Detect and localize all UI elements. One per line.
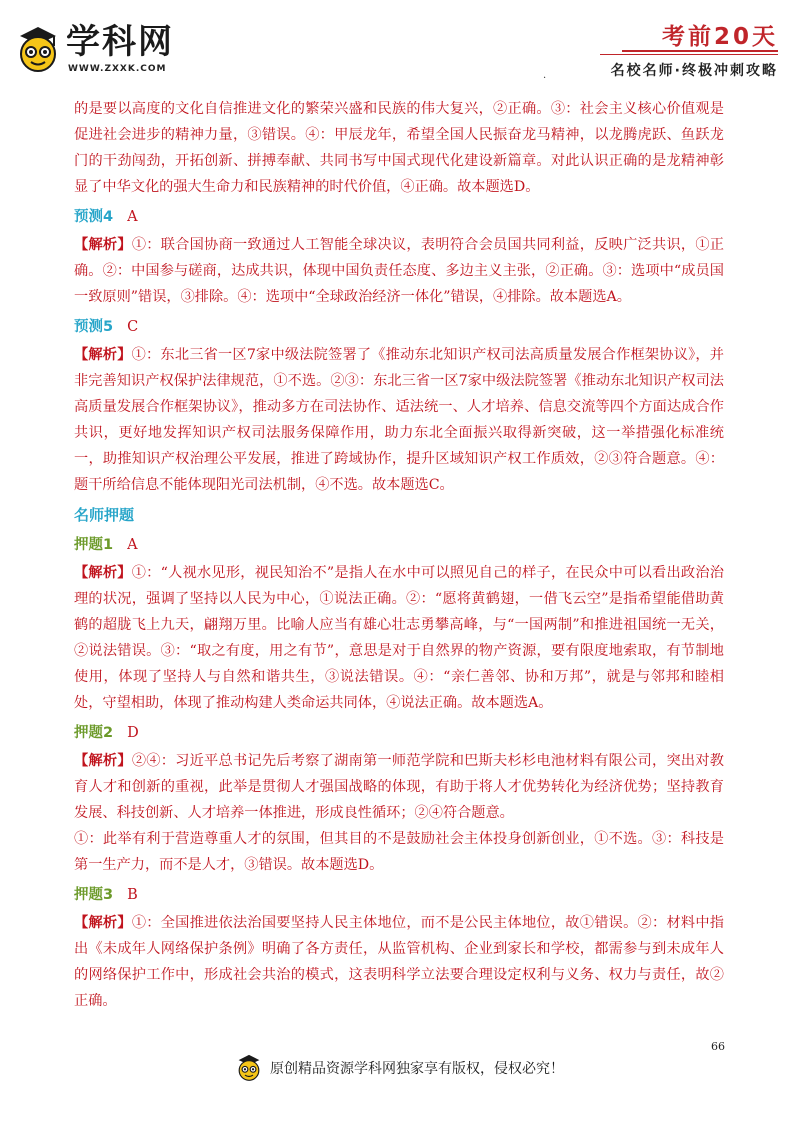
analysis-text: ①：东北三省一区7家中级法院签署了《推动东北知识产权司法高质量发展合作框架协议》，并非完善知识产权保护法律规范，①不选。②③：东北三省一区7家中级法院签署《推动东北知识产权司法高质量发展合作框架协议》，推动多方在司法协作、适法统一、人才培养、信息交流等四个方面达成合作共识，更好地发挥知识产权司法服务保障作用，助力东北全面振兴取得新突破，这一举措强化标准统一，助推知识产权治理公平发展，推进了跨域协作，提升区域知识产权工作质效，②③符合题意。④：题干所给信息不能体现阳光司法机制，④不选。故本题选C。 — [74, 347, 724, 493]
question-answer: D — [127, 725, 139, 741]
question-heading — [74, 314, 724, 340]
analysis-tag: 【解析】 — [74, 347, 132, 363]
section-title: 名师押题 — [74, 506, 135, 524]
header-subtitle: 名校名师·终极冲刺攻略 — [610, 63, 778, 79]
analysis-paragraph — [74, 560, 724, 716]
question-heading — [74, 204, 724, 230]
question-label: 押题2 — [74, 725, 114, 741]
brand-name: 学科网 — [66, 22, 174, 62]
analysis-paragraph — [74, 342, 724, 498]
continuation-paragraph: 的是要以高度的文化自信推进文化的繁荣兴盛和民族的伟大复兴，②正确。③：社会主义核心价值观是促进社会进步的精神力量，③错误。④：甲辰龙年，希望全国人民振奋龙马精神，以龙腾虎跃、鱼跃龙门的干劲闯劲，开拓创新、拼搏奉献、共同书写中国式现代化建设新篇章。对此认识正确的是龙精神彰显了中华文化的强大生命力和民族精神的时代价值，④正确。故本题选D。 — [74, 101, 724, 195]
header-dot: . — [543, 70, 547, 81]
analysis-tag: 【解析】 — [74, 915, 132, 931]
analysis-paragraph — [74, 910, 724, 1014]
question-heading — [74, 882, 724, 908]
question-heading — [74, 532, 724, 558]
brand-url: WWW.ZXXK.COM — [68, 64, 167, 74]
question-answer: A — [127, 537, 138, 553]
page-footer — [234, 1052, 574, 1084]
header-rule — [622, 50, 778, 52]
analysis-text: ②④：习近平总书记先后考察了湖南第一师范学院和巴斯夫杉杉电池材料有限公司，突出对教育人才和创新的重视，此举是贯彻人才强国战略的体现，有助于将人才优势转化为经济优势；坚持教育发展、科技创新、人才培养一体推进，形成良性循环；②④符合题意。 — [74, 753, 724, 821]
question-label: 押题1 — [74, 537, 114, 553]
analysis-tag: 【解析】 — [74, 565, 132, 581]
analysis-text: ①：全国推进依法治国要坚持人民主体地位，而不是公民主体地位，故①错误。②：材料中指出《未成年人网络保护条例》明确了各方责任，从监管机构、企业到家长和学校，都需参与到未成年人的网络保护工作中，形成社会共治的模式，这表明科学立法要合理设定权利与义务、权力与责任，故②正确。 — [74, 915, 724, 1009]
analysis-text: ①：“人视水见形，视民知治不”是指人在水中可以照见自己的样子，在民众中可以看出政治治理的状况，强调了坚持以人民为中心，①说法正确。②：“愿将黄鹤翅，一借飞云空”是指希望能借助黄鹤的超胧飞上九天，翩翔万里。比喻人应当有雄心壮志勇攀高峰，与“一国两制”和推进祖国统一无关，②说法错误。③：“取之有度，用之有节”，意思是对于自然界的物产资源，要有限度地索取，有节制地使用，体现了坚持人与自然和谐共生，③说法错误。④：“亲仁善邻、协和万邦”，就是与邻邦和睦相处，守望相助，体现了推动构建人类命运共同体，④说法正确。故本题选A。 — [74, 565, 724, 711]
question-label: 预测5 — [74, 319, 114, 335]
analysis-paragraph — [74, 748, 724, 826]
analysis-paragraph — [74, 232, 724, 310]
question-label: 押题3 — [74, 887, 114, 903]
analysis-tag: 【解析】 — [74, 753, 132, 769]
analysis-tag: 【解析】 — [74, 237, 132, 253]
analysis-text: ①：联合国协商一致通过人工智能全球决议，表明符合会员国共同利益，反映广泛共识，①正确。②：中国参与磋商，达成共识，体现中国负责任态度、多边主义主张，②正确。③：选项中“成员国一致原则”错误，③排除。④：选项中“全球政治经济一体化”错误，④排除。故本题选A。 — [74, 237, 724, 305]
page-header — [0, 0, 800, 90]
header-rule-thin — [600, 54, 778, 55]
page-content — [74, 96, 724, 1014]
mascot-logo-icon — [234, 1052, 264, 1082]
question-answer: C — [127, 319, 139, 335]
copyright-notice: 原创精品资源学科网独家享有版权，侵权必究！ — [270, 1061, 564, 1077]
question-label: 预测4 — [74, 209, 114, 225]
header-title: 考前20天 — [661, 24, 778, 50]
question-heading — [74, 720, 724, 746]
mascot-logo-icon — [12, 22, 64, 74]
page-number: 66 — [711, 1040, 725, 1053]
question-answer: A — [127, 209, 138, 225]
question-answer: B — [127, 887, 138, 903]
analysis-paragraph-continued: ①：此举有利于营造尊重人才的氛围，但其目的不是鼓励社会主体投身创新创业，①不选。③：科技是第一生产力，而不是人才，③错误。故本题选D。 — [74, 831, 724, 873]
